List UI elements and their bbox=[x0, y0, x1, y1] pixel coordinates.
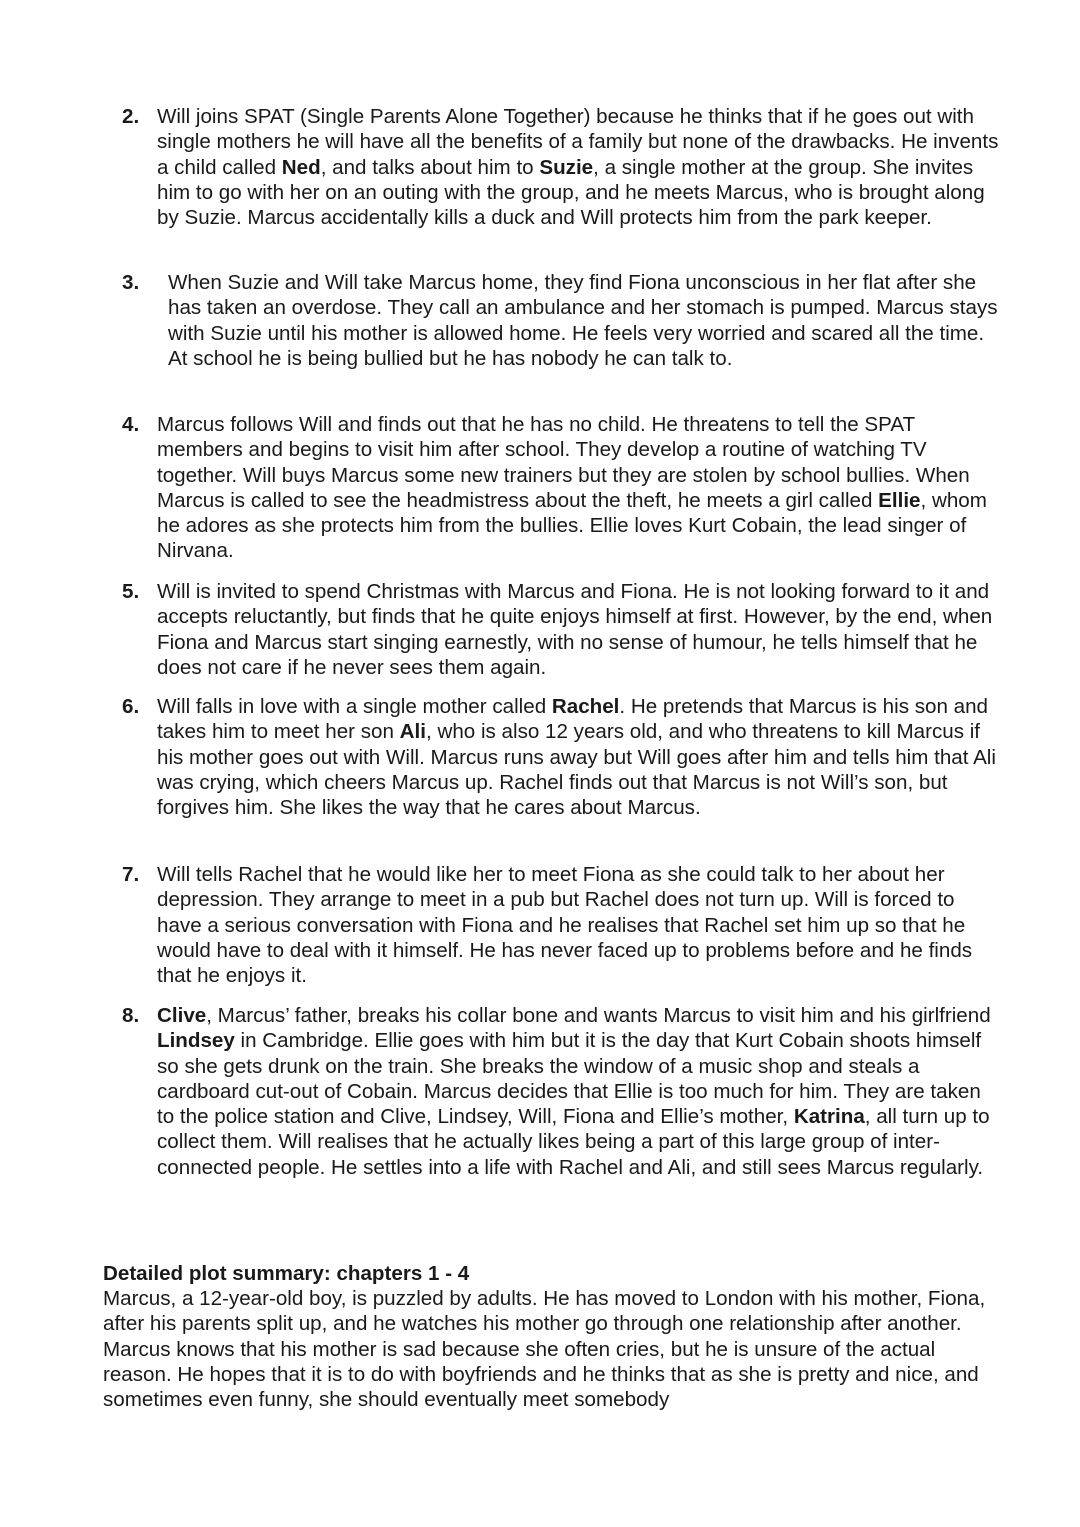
item-number: 5. bbox=[122, 580, 140, 603]
character-name: Lindsey bbox=[157, 1029, 235, 1053]
plot-item-8 bbox=[122, 1003, 1002, 1180]
plot-item-4 bbox=[122, 412, 1002, 564]
section-paragraph: Marcus, a 12-year-old boy, is puzzled by adults. He has moved to London with his mother, Fiona, after his parents split up, and he watches his mother go through one relationship after another. Marcus knows that his mother is sad because she often cries, but he is unsure of the actual reason. He hopes that it is to do with boyfriends and he thinks that as she is pretty and nice, and sometimes even funny, she should eventually meet somebody bbox=[103, 1287, 986, 1412]
item-number: 8. bbox=[122, 1004, 140, 1027]
character-name: Ali bbox=[399, 720, 426, 744]
character-name: Katrina bbox=[793, 1105, 865, 1129]
item-text: Will tells Rachel that he would like her to meet Fiona as she could talk to her about her depression. They arrange to meet in a pub but Rachel does not turn up. Will is forced to have a serious conversation with Fiona and he realises that Rachel set him up so that he would have to deal with it himself. He has never faced up to problems before and he finds that he enjoys it. bbox=[157, 863, 973, 988]
item-text: Will joins SPAT (Single Parents Alone Together) because he thinks that if he goes out with single mothers he will have all the benefits of a family but none of the drawbacks. He invents a child called Ned, and talks about him to Suzie, a single mother at the group. She invites him to go with her on an outing with the group, and he meets Marcus, who is brought along by Suzie. Marcus accidentally kills a duck and Will protects him from the park keeper. bbox=[157, 105, 999, 230]
item-number: 7. bbox=[122, 863, 140, 886]
item-number: 6. bbox=[122, 695, 140, 718]
character-name: Suzie bbox=[539, 155, 594, 179]
plot-item-7 bbox=[122, 862, 1002, 988]
plot-item-3 bbox=[122, 270, 1002, 371]
item-text: Marcus follows Will and finds out that he has no child. He threatens to tell the SPAT members and begins to visit him after school. They develop a routine of watching TV together. Will buys Marcus some new trainers but they are stolen by school bullies. When Marcus is called to see the headmistress about the theft, he meets a girl called Ellie, whom he adores as she protects him from the bullies. Ellie loves Kurt Cobain, the lead singer of Nirvana. bbox=[157, 413, 987, 563]
plot-item-5 bbox=[122, 579, 1002, 680]
item-number: 2. bbox=[122, 105, 140, 128]
item-text: Will falls in love with a single mother called Rachel. He pretends that Marcus is his son and takes him to meet her son Ali, who is also 12 years old, and who threatens to kill Marcus if his mother goes out with Will. Marcus runs away but Will goes after him and tells him that Ali was crying, which cheers Marcus up. Rachel finds out that Marcus is not Will’s son, but forgives him. She likes the way that he cares about Marcus. bbox=[157, 695, 996, 820]
item-number: 3. bbox=[122, 271, 140, 294]
character-name: Ellie bbox=[878, 488, 921, 512]
item-text: When Suzie and Will take Marcus home, they find Fiona unconscious in her flat after she has taken an overdose. They call an ambulance and her stomach is pumped. Marcus stays with Suzie until his mother is allowed home. He feels very worried and scared all the time. At school he is being bullied but he has nobody he can talk to. bbox=[168, 271, 998, 370]
character-name: Ned bbox=[281, 155, 321, 179]
plot-item-2 bbox=[122, 104, 1002, 230]
section-heading: Detailed plot summary: chapters 1 - 4 bbox=[103, 1262, 470, 1285]
item-number: 4. bbox=[122, 413, 140, 436]
character-name: Rachel bbox=[551, 695, 620, 718]
plot-item-6 bbox=[122, 694, 1002, 820]
character-name: Clive bbox=[157, 1004, 207, 1027]
item-text: Will is invited to spend Christmas with Marcus and Fiona. He is not looking forward to it and accepts reluctantly, but finds that he quite enjoys himself at first. However, by the end, when Fiona and Marcus start singing earnestly, with no sense of humour, he tells himself that he does not care if he never sees them again. bbox=[157, 580, 993, 679]
item-text: Clive, Marcus’ father, breaks his collar bone and wants Marcus to visit him and his girlfriend Lindsey in Cambridge. Ellie goes with him but it is the day that Kurt Cobain shoots himself so she gets drunk on the train. She breaks the window of a music shop and steals a cardboard cut-out of Cobain. Marcus decides that Ellie is too much for him. They are taken to the police station and Clive, Lindsey, Will, Fiona and Ellie’s mother, Katrina, all turn up to collect them. Will realises that he actually likes being a part of this large group of inter-connected people. He settles into a life with Rachel and Ali, and still sees Marcus regularly. bbox=[157, 1004, 991, 1179]
